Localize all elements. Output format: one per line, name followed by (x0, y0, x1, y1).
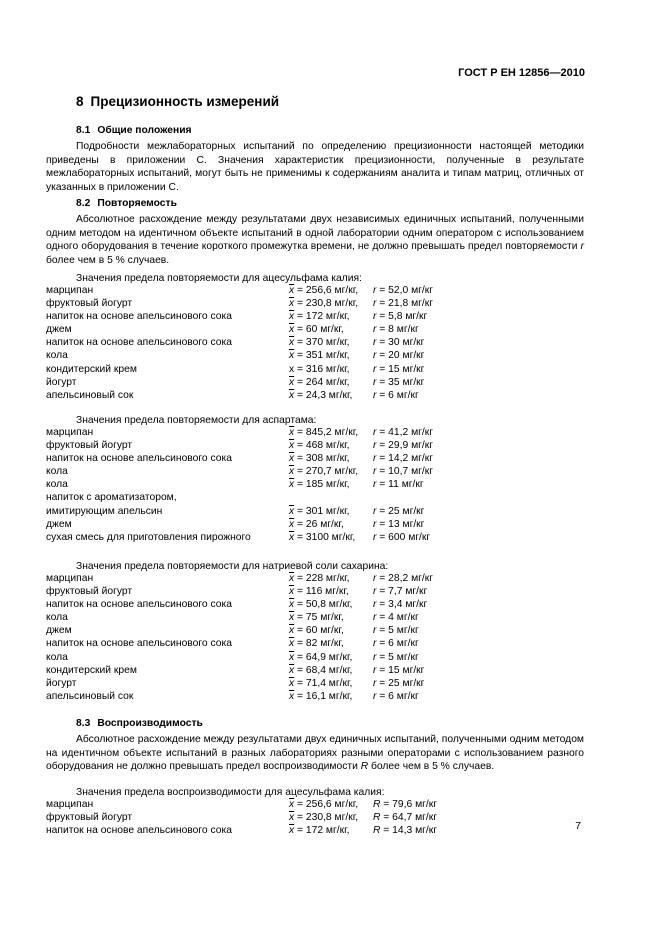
acesulfame-R-intro: Значения предела воспроизводимости для ацесульфама калия: (76, 787, 385, 798)
limit-value (373, 811, 437, 824)
acesulfame-R-list (46, 798, 606, 837)
mean-symbol: $\overline{x}$ (289, 586, 295, 598)
list-item (46, 824, 606, 837)
mean-value (289, 389, 352, 402)
mean-value (289, 478, 350, 491)
mean-text: = 75 мг/кг, (294, 612, 344, 624)
mean-text: = 24,3 мг/кг, (294, 389, 353, 401)
mean-symbol: $\overline{x}$ (289, 298, 295, 310)
mean-symbol: $\overline{x}$ (289, 337, 295, 349)
product-name: апельсиновый сок (46, 690, 134, 702)
mean-text: = 230,8 мг/кг, (294, 298, 359, 310)
mean-symbol: $\overline{x}$ (289, 376, 295, 388)
mean-value (289, 798, 358, 811)
list-item (46, 598, 606, 611)
limit-value (373, 349, 424, 362)
mean-text: = 228 мг/кг, (294, 573, 350, 584)
mean-symbol: $\overline{x}$ (289, 825, 295, 837)
product-name: сухая смесь для приготовления пирожного (46, 531, 251, 543)
limit-text: = 6 мг/кг (376, 690, 419, 702)
list-item (46, 637, 606, 650)
mean-text: = 308 мг/кг, (294, 453, 350, 465)
limit-symbol: r (373, 531, 377, 543)
mean-text: = 16,1 мг/кг, (294, 690, 353, 702)
product-name: имитирующим апельсин (46, 505, 163, 517)
list-item (46, 284, 606, 297)
mean-text: = 316 мг/кг, (294, 363, 350, 375)
mean-value (289, 465, 358, 478)
limit-symbol: r (373, 389, 377, 401)
mean-symbol: $\overline{x}$ (289, 690, 295, 702)
limit-value (373, 439, 433, 452)
limit-text: = 5,8 мг/кг (376, 311, 428, 323)
mean-symbol: $\overline{x}$ (289, 389, 295, 401)
product-name: марципан (46, 573, 94, 584)
mean-value (289, 376, 350, 389)
mean-value (289, 651, 352, 664)
limit-symbol: r (373, 518, 377, 530)
subsection-title: Воспроизводимость (97, 718, 203, 729)
limit-value (373, 611, 419, 624)
limit-text: = 35 мг/кг (376, 376, 425, 388)
list-item (46, 389, 606, 402)
mean-text: = 60 мг/кг, (294, 324, 344, 336)
product-name: джем (46, 324, 72, 336)
limit-text: = 5 мг/кг (376, 651, 419, 663)
limit-value (373, 323, 419, 336)
mean-value (289, 310, 350, 323)
limit-symbol: r (373, 586, 377, 598)
product-name: фруктовый йогурт (46, 298, 133, 310)
mean-text: = 82 мг/кг, (294, 638, 344, 650)
mean-value (289, 824, 350, 837)
subsection-8-1-text: Подробности межлабораторных испытаний по определению прецизионности настоящей методики приведены в приложении С. Значения характеристик прецизионности, полученные в результате межлабораторных испытаний, могут быть не применимы к содержаниям аналита и типам матриц, отличных от указанных в приложении С. (46, 141, 584, 194)
limit-symbol: r (373, 324, 377, 336)
text-part: Абсолютное расхождение между результатами двух единичных испытаний, полученными одним методом на идентичном объекте испытаний в разных лабораториях разными операторами с использованием разного оборудования не должно превышать предел воспроизводимости (46, 734, 584, 773)
product-name: кондитерский крем (46, 363, 137, 375)
mean-symbol: $\overline{x}$ (289, 427, 295, 438)
mean-text: = 172 мг/кг, (294, 825, 350, 837)
limit-text: = 20 мг/кг (376, 350, 425, 362)
limit-symbol: r (373, 625, 377, 637)
text-part: более чем в 5 % случаев. (368, 761, 495, 773)
limit-text: = 28,2 мг/кг (376, 573, 434, 584)
list-item (46, 376, 606, 389)
mean-symbol: $\overline{x}$ (289, 651, 295, 663)
mean-value (289, 811, 358, 824)
mean-symbol: $\overline{x}$ (289, 453, 295, 465)
limit-text: = 5 мг/кг (376, 625, 419, 637)
limit-value (373, 585, 427, 598)
product-name: йогурт (46, 677, 77, 689)
limit-text: = 3,4 мг/кг (376, 599, 428, 611)
mean-text: = 60 мг/кг, (294, 625, 344, 637)
subsection-8-3-heading (76, 718, 203, 729)
limit-symbol: r (373, 638, 377, 650)
mean-value (289, 284, 358, 297)
limit-value (373, 531, 430, 544)
limit-text: = 25 мг/кг (376, 505, 425, 517)
product-name: кондитерский крем (46, 664, 137, 676)
limit-value (373, 376, 424, 389)
limit-value (373, 637, 419, 650)
product-name: фруктовый йогурт (46, 440, 133, 452)
mean-value (289, 439, 350, 452)
limit-symbol: r (373, 363, 377, 375)
mean-symbol: $\overline{x}$ (289, 677, 295, 689)
list-item (46, 811, 606, 824)
mean-text: = 185 мг/кг, (294, 479, 350, 491)
limit-text: = 25 мг/кг (376, 677, 425, 689)
list-item (46, 518, 606, 531)
mean-symbol: $\overline{x}$ (289, 599, 295, 611)
subsection-number: 8.2 (76, 198, 91, 209)
product-name: кола (46, 612, 68, 624)
limit-text: = 14,3 мг/кг (380, 825, 438, 837)
mean-symbol: $\overline{x}$ (289, 625, 295, 637)
list-item (46, 491, 606, 504)
limit-symbol: R (373, 799, 381, 810)
section-8-heading (76, 94, 279, 109)
limit-value (373, 505, 424, 518)
limit-value (373, 478, 424, 491)
mean-value (289, 585, 349, 598)
subsection-number: 8.3 (76, 718, 91, 729)
limit-symbol: r (373, 573, 377, 584)
limit-symbol: R (373, 812, 381, 824)
page-number: 7 (575, 821, 581, 832)
mean-value (289, 572, 350, 585)
mean-value (289, 426, 358, 439)
limit-text: = 64,7 мг/кг (380, 812, 438, 824)
symbol-R: R (360, 761, 369, 773)
standard-header: ГОСТ Р ЕН 12856—2010 (458, 67, 585, 79)
limit-symbol: r (373, 427, 377, 438)
limit-symbol: r (373, 311, 377, 323)
mean-text: = 172 мг/кг, (294, 311, 350, 323)
mean-symbol: $\overline{x}$ (289, 612, 295, 624)
mean-text: = 230,8 мг/кг, (294, 812, 359, 824)
limit-value (373, 518, 424, 531)
limit-value (373, 284, 433, 297)
limit-text: = 4 мг/кг (376, 612, 419, 624)
limit-symbol: r (373, 376, 377, 388)
list-item (46, 452, 606, 465)
mean-symbol: $\overline{x}$ (289, 812, 295, 824)
product-name: фруктовый йогурт (46, 812, 133, 824)
limit-text: = 13 мг/кг (376, 518, 425, 530)
product-name: марципан (46, 799, 94, 810)
limit-value (373, 426, 433, 439)
product-name: йогурт (46, 376, 77, 388)
mean-text: = 270,7 мг/кг, (294, 466, 359, 478)
subsection-title: Общие положения (97, 125, 192, 136)
mean-symbol: $\overline{x}$ (289, 350, 295, 362)
mean-symbol: $\overline{x}$ (289, 440, 295, 452)
mean-symbol: $\overline{x}$ (289, 531, 295, 543)
mean-symbol: $\overline{x}$ (289, 518, 295, 530)
mean-text: = 256,6 мг/кг, (294, 799, 359, 810)
limit-symbol: R (373, 825, 381, 837)
mean-value (289, 664, 352, 677)
saccharin-r-list (46, 572, 606, 703)
list-item (46, 426, 606, 439)
limit-symbol: r (373, 453, 377, 465)
mean-value (289, 531, 355, 544)
list-item (46, 651, 606, 664)
subsection-title: Повторяемость (97, 198, 177, 209)
limit-symbol: r (373, 599, 377, 611)
list-item (46, 585, 606, 598)
mean-text: = 264 мг/кг, (294, 376, 350, 388)
limit-text: = 21,8 мг/кг (376, 298, 434, 310)
limit-symbol: r (373, 677, 377, 689)
limit-text: = 15 мг/кг (376, 363, 425, 375)
mean-value (289, 624, 344, 637)
limit-value (373, 572, 433, 585)
limit-value (373, 336, 424, 349)
product-name: напиток на основе апельсинового сока (46, 599, 232, 611)
saccharin-r-intro: Значения предела повторяемости для натриевой соли сахарина: (76, 561, 389, 572)
list-item (46, 323, 606, 336)
mean-text: = 845,2 мг/кг, (294, 427, 359, 438)
mean-text: = 256,6 мг/кг, (294, 285, 359, 296)
list-item (46, 349, 606, 362)
mean-symbol: $\overline{x}$ (289, 664, 295, 676)
product-name: напиток на основе апельсинового сока (46, 337, 232, 349)
aspartame-r-intro: Значения предела повторяемости для аспартама: (76, 415, 317, 426)
limit-text: = 41,2 мг/кг (376, 427, 434, 438)
limit-symbol: r (373, 285, 377, 296)
limit-symbol: r (373, 505, 377, 517)
section-number: 8 (76, 94, 84, 109)
limit-text: = 600 мг/кг (376, 531, 431, 543)
mean-symbol: $\overline{x}$ (289, 285, 295, 296)
symbol-r: r (580, 241, 584, 253)
product-name: апельсиновый сок (46, 389, 134, 401)
limit-text: = 79,6 мг/кг (380, 799, 438, 810)
limit-symbol: r (373, 440, 377, 452)
mean-value (289, 677, 352, 690)
mean-symbol: $\overline{x}$ (289, 799, 295, 810)
list-item (46, 310, 606, 323)
section-title: Прецизионность измерений (90, 94, 280, 109)
limit-value (373, 297, 433, 310)
acesulfame-r-list (46, 284, 606, 402)
mean-value (289, 505, 350, 518)
list-item (46, 505, 606, 518)
mean-value (289, 363, 350, 376)
mean-text: = 3100 мг/кг, (294, 531, 356, 543)
list-item (46, 297, 606, 310)
mean-value (289, 349, 350, 362)
product-name: напиток на основе апельсинового сока (46, 453, 232, 465)
limit-value (373, 690, 419, 703)
text-part: более чем в 5 % случаев. (46, 255, 170, 267)
limit-text: = 10,7 мг/кг (376, 466, 434, 478)
list-item (46, 572, 606, 585)
subsection-8-2-heading (76, 198, 177, 209)
limit-symbol: r (373, 664, 377, 676)
limit-symbol: r (373, 651, 377, 663)
limit-value (373, 465, 433, 478)
limit-value (373, 452, 433, 465)
mean-symbol: x (289, 363, 295, 375)
subsection-8-3-text (46, 733, 584, 774)
list-item (46, 439, 606, 452)
limit-symbol: r (373, 479, 377, 491)
list-item (46, 363, 606, 376)
list-item (46, 611, 606, 624)
mean-value (289, 518, 344, 531)
limit-symbol: r (373, 690, 377, 702)
list-item (46, 677, 606, 690)
list-item (46, 478, 606, 491)
product-name: напиток с ароматизатором, (46, 492, 177, 504)
product-name: кола (46, 479, 68, 491)
list-item (46, 690, 606, 703)
mean-text: = 351 мг/кг, (294, 350, 350, 362)
limit-text: = 7,7 мг/кг (376, 586, 428, 598)
mean-text: = 71,4 мг/кг, (294, 677, 353, 689)
list-item (46, 465, 606, 478)
limit-symbol: r (373, 612, 377, 624)
limit-value (373, 598, 427, 611)
product-name: напиток на основе апельсинового сока (46, 638, 232, 650)
mean-value (289, 690, 352, 703)
product-name: кола (46, 466, 68, 478)
subsection-8-2-text (46, 213, 584, 268)
mean-symbol: $\overline{x}$ (289, 638, 295, 650)
limit-text: = 8 мг/кг (376, 324, 419, 336)
limit-value (373, 363, 424, 376)
limit-symbol: r (373, 337, 377, 349)
list-item (46, 798, 606, 811)
limit-symbol: r (373, 298, 377, 310)
mean-value (289, 336, 350, 349)
mean-text: = 26 мг/кг, (294, 518, 344, 530)
limit-value (373, 664, 424, 677)
product-name: марципан (46, 427, 94, 438)
mean-text: = 68,4 мг/кг, (294, 664, 353, 676)
product-name: напиток на основе апельсинового сока (46, 825, 232, 837)
mean-symbol: $\overline{x}$ (289, 466, 295, 478)
mean-text: = 370 мг/кг, (294, 337, 350, 349)
product-name: марципан (46, 285, 94, 296)
subsection-number: 8.1 (76, 125, 91, 136)
limit-text: = 14,2 мг/кг (376, 453, 434, 465)
mean-value (289, 611, 344, 624)
mean-text: = 50,8 мг/кг, (294, 599, 353, 611)
limit-text: = 15 мг/кг (376, 664, 425, 676)
limit-text: = 52,0 мг/кг (376, 285, 434, 296)
limit-value (373, 389, 419, 402)
mean-text: = 301 мг/кг, (294, 505, 350, 517)
limit-value (373, 824, 437, 837)
acesulfame-r-intro: Значения предела повторяемости для ацесульфама калия: (76, 273, 362, 284)
limit-text: = 30 мг/кг (376, 337, 425, 349)
limit-text: = 29,9 мг/кг (376, 440, 434, 452)
product-name: джем (46, 625, 72, 637)
list-item (46, 624, 606, 637)
list-item (46, 664, 606, 677)
limit-value (373, 310, 427, 323)
product-name: фруктовый йогурт (46, 586, 133, 598)
subsection-8-1-heading (76, 125, 192, 136)
limit-text: = 6 мг/кг (376, 638, 419, 650)
mean-symbol: $\overline{x}$ (289, 573, 295, 584)
mean-value (289, 452, 350, 465)
limit-value (373, 624, 419, 637)
limit-text: = 11 мг/кг (376, 479, 424, 491)
product-name: кола (46, 651, 68, 663)
limit-value (373, 677, 424, 690)
limit-value (373, 798, 437, 811)
mean-symbol: $\overline{x}$ (289, 479, 295, 491)
mean-value (289, 297, 358, 310)
list-item (46, 531, 606, 544)
mean-text: = 116 мг/кг, (294, 586, 349, 598)
text-part: Абсолютное расхождение между результатами двух независимых единичных испытаний, полученными одним методом на идентичном объекте испытаний в одной лаборатории одним оператором с использованием одного оборудования в течение короткого промежутка времени, не должно превышать предел повторяемости (46, 214, 584, 253)
limit-symbol: r (373, 466, 377, 478)
mean-text: = 468 мг/кг, (294, 440, 350, 452)
mean-symbol: $\overline{x}$ (289, 324, 295, 336)
mean-text: = 64,9 мг/кг, (294, 651, 353, 663)
aspartame-r-list (46, 426, 606, 544)
mean-symbol: $\overline{x}$ (289, 311, 295, 323)
product-name: кола (46, 350, 68, 362)
limit-text: = 6 мг/кг (376, 389, 419, 401)
product-name: напиток на основе апельсинового сока (46, 311, 232, 323)
mean-value (289, 598, 352, 611)
mean-value (289, 637, 344, 650)
mean-symbol: $\overline{x}$ (289, 505, 295, 517)
product-name: джем (46, 518, 72, 530)
limit-symbol: r (373, 350, 377, 362)
mean-value (289, 323, 344, 336)
limit-value (373, 651, 419, 664)
list-item (46, 336, 606, 349)
